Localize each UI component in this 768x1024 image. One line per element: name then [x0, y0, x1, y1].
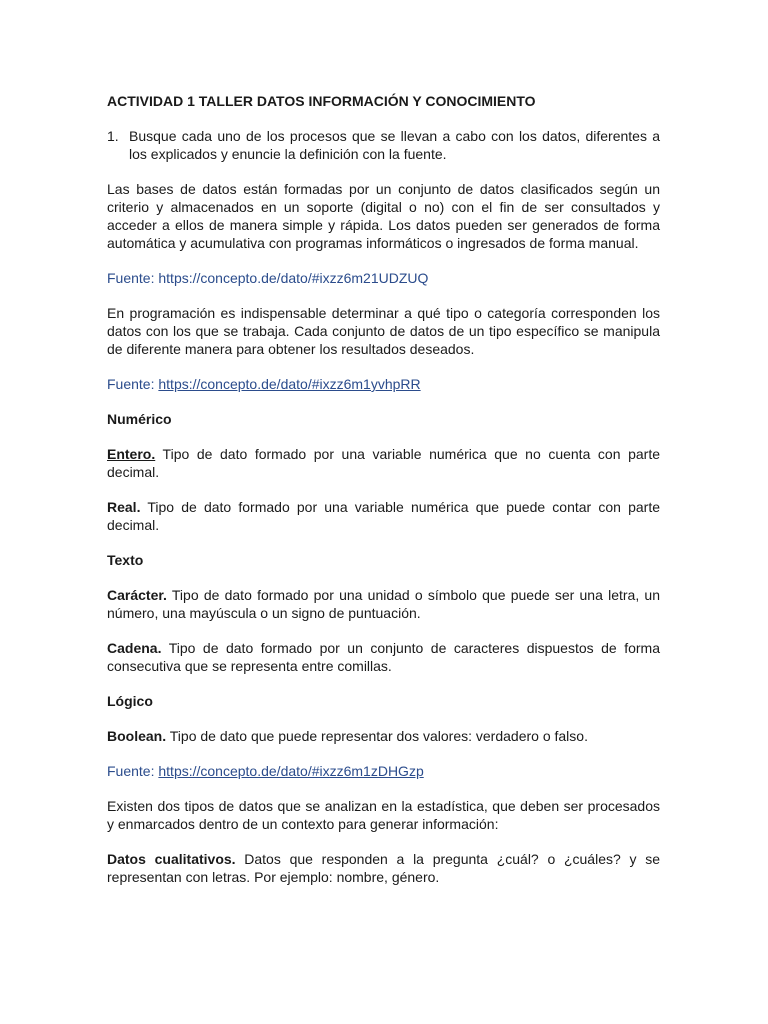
document-title: ACTIVIDAD 1 TALLER DATOS INFORMACIÓN Y CONOCIMIENTO	[107, 93, 536, 109]
question-text: Busque cada uno de los procesos que se llevan a cabo con los datos, diferentes a los explicados y enuncie la definición con la fuente.	[129, 128, 660, 162]
heading-numeric: Numérico	[107, 411, 172, 427]
source-1	[107, 269, 660, 287]
definition-boolean-text: Tipo de dato que puede representar dos valores: verdadero o falso.	[166, 728, 588, 744]
source-2-label: Fuente:	[107, 376, 159, 392]
term-cualitativos: Datos cualitativos.	[107, 851, 236, 867]
definition-cadena-text: Tipo de dato formado por un conjunto de caracteres dispuestos de forma consecutiva que se representa entre comillas.	[107, 640, 660, 674]
source-2	[107, 375, 660, 393]
question-number: 1.	[107, 128, 119, 144]
heading-text: Texto	[107, 552, 144, 568]
term-boolean: Boolean.	[107, 728, 167, 744]
definition-entero-text: Tipo de dato formado por una variable numérica que no cuenta con parte decimal.	[107, 446, 660, 480]
definition-real	[107, 498, 660, 534]
definition-caracter-text: Tipo de dato formado por una unidad o símbolo que puede ser una letra, un número, una mayúscula o un signo de puntuación.	[107, 587, 660, 621]
source-3	[107, 762, 660, 780]
definition-boolean	[107, 727, 660, 745]
term-real: Real.	[107, 499, 141, 515]
source-1-label: Fuente:	[107, 270, 159, 286]
heading-logic: Lógico	[107, 693, 153, 709]
definition-entero	[107, 445, 660, 481]
document-body	[107, 92, 660, 903]
term-entero: Entero.	[107, 446, 156, 462]
paragraph-programming: En programación es indispensable determinar a qué tipo o categoría corresponden los datos con los que se trabaja. Cada conjunto de datos de un tipo específico se manipula de diferente manera para obtener los resultados deseados.	[107, 305, 660, 357]
definition-cualitativos	[107, 850, 660, 886]
source-1-link[interactable]: https://concepto.de/dato/#ixzz6m21UDZUQ	[158, 270, 429, 286]
definition-cualitativos-text: Datos que responden a la pregunta ¿cuál? o ¿cuáles? y se representan con letras. Por ejemplo: nombre, género.	[107, 851, 661, 885]
term-cadena: Cadena.	[107, 640, 162, 656]
paragraph-statistics: Existen dos tipos de datos que se analizan en la estadística, que deben ser procesados y enmarcados dentro de un contexto para generar información:	[107, 798, 660, 832]
definition-caracter	[107, 586, 660, 622]
source-3-label: Fuente:	[107, 763, 159, 779]
question-item	[107, 127, 660, 163]
paragraph-databases: Las bases de datos están formadas por un conjunto de datos clasificados según un criterio y almacenados en un soporte (digital o no) con el fin de ser consultados y acceder a ellos de manera simple y rápida. Los datos pueden ser generados de forma automática y acumulativa con programas informáticos o ingresados de forma manual.	[107, 181, 660, 251]
definition-real-text: Tipo de dato formado por una variable numérica que puede contar con parte decimal.	[107, 499, 660, 533]
term-caracter: Carácter.	[107, 587, 167, 603]
question-list	[107, 127, 660, 163]
definition-cadena	[107, 639, 660, 675]
source-2-link[interactable]: https://concepto.de/dato/#ixzz6m1yvhpRR	[158, 376, 421, 392]
source-3-link[interactable]: https://concepto.de/dato/#ixzz6m1zDHGzp	[158, 763, 424, 779]
